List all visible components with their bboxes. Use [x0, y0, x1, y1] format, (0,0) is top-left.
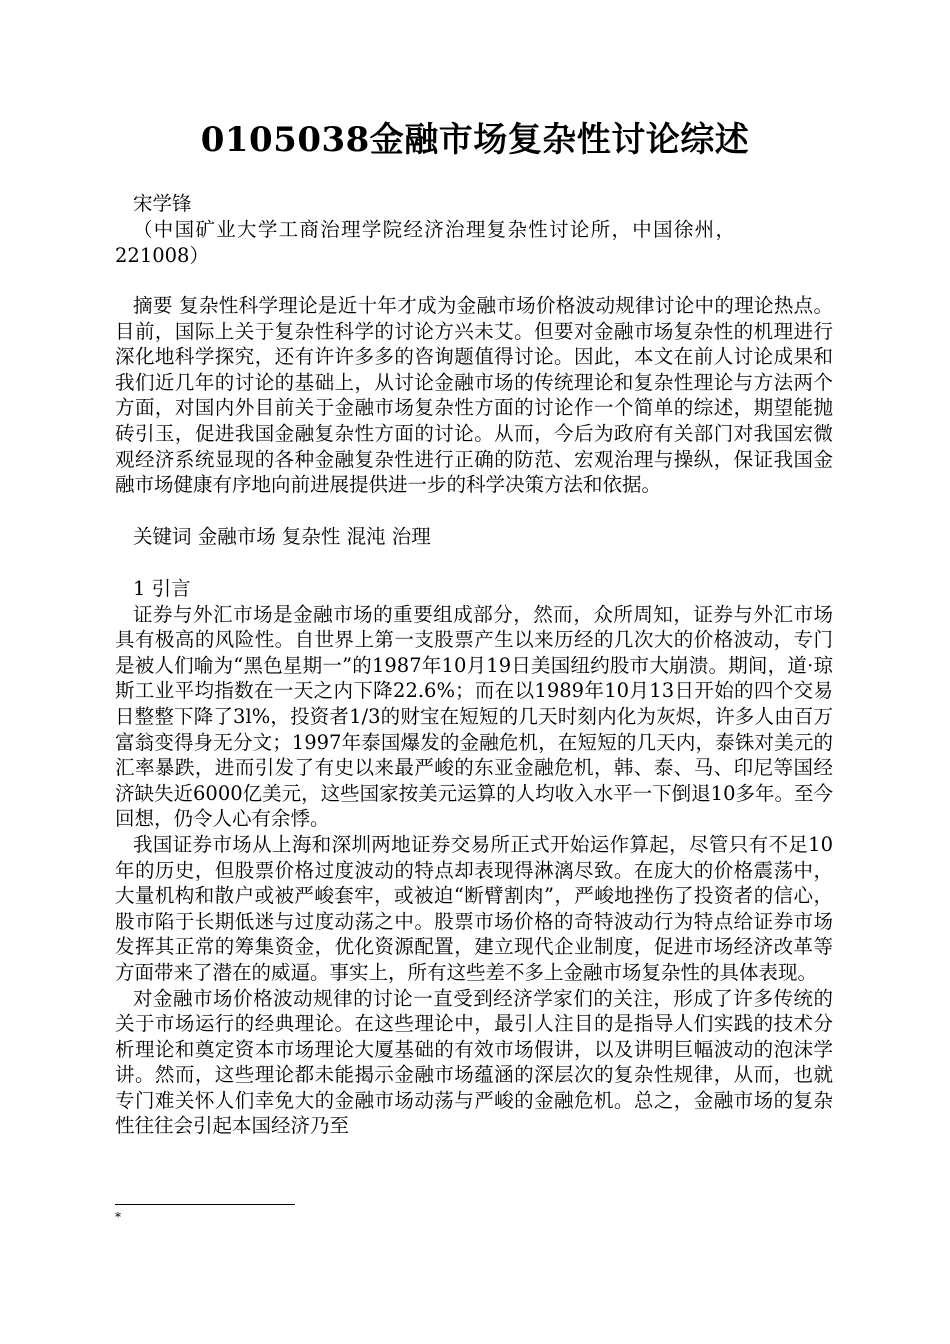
author-affiliation	[115, 217, 735, 268]
keywords-line	[115, 524, 833, 550]
footnote-separator	[115, 1204, 295, 1205]
introduction-section	[115, 576, 833, 1139]
section-heading: 1 引言	[133, 577, 191, 600]
body-paragraph-3: 对金融市场价格波动规律的讨论一直受到经济学家们的关注，形成了许多传统的关于市场运行的经典理论。在这些理论中，最引人注目的是指导人们实践的技术分析理论和奠定资本市场理论大厦基础的有效市场假讲，以及讲明巨幅波动的泡沫学讲。然而，这些理论都未能揭示金融市场蕴涵的深层次的复杂性规律，从而，也就专门难关怀人们幸免大的金融市场动荡与严峻的金融危机。总之，金融市场的复杂性往往会引起本国经济乃至	[115, 986, 833, 1138]
abstract-section	[115, 293, 833, 498]
footnote-marker: *	[115, 1210, 121, 1224]
author-name: 宋学锋	[133, 192, 192, 215]
abstract-text: 摘要 复杂性科学理论是近十年才成为金融市场价格波动规律讨论中的理论热点。目前，国际上关于复杂性科学的讨论方兴未艾。但要对金融市场复杂性的机理进行深化地科学探究，还有许许多多的咨询题值得讨论。因此，本文在前人讨论成果和我们近几年的讨论的基础上，从讨论金融市场的传统理论和复杂性理论与方法两个方面，对国内外目前关于金融市场复杂性方面的讨论作一个简单的综述，期望能抛砖引玉，促进我国金融复杂性方面的讨论。从而，今后为政府有关部门对我国宏微观经济系统显现的各种金融复杂性进行正确的防范、宏观治理与操纵，保证我国金融市场健康有序地向前进展提供进一步的科学决策方法和依据。	[115, 294, 833, 497]
keywords-text: 关键词 金融市场 复杂性 混沌 治理	[133, 525, 431, 548]
body-paragraph-2: 我国证券市场从上海和深圳两地证券交易所正式开始运作算起，尽管只有不足10年的历史，但股票价格过度波动的特点却表现得淋漓尽致。在庞大的价格震荡中，大量机构和散户或被严峻套牢，或被迫“断臂割肉”，严峻地挫伤了投资者的信心，股市陷于长期低迷与过度动荡之中。股票市场价格的奇特波动行为特点给证券市场发挥其正常的筹集资金，优化资源配置，建立现代企业制度，促进市场经济改革等方面带来了潜在的威逼。事实上，所有这些差不多上金融市场复杂性的具体表现。	[115, 832, 833, 984]
document-title: 0105038金融市场复杂性讨论综述	[200, 120, 750, 160]
body-paragraph-1: 证券与外汇市场是金融市场的重要组成部分，然而，众所周知，证券与外汇市场具有极高的风险性。自世界上第一支股票产生以来历经的几次大的价格波动，专门是被人们喻为“黑色星期一”的1987年10月19日美国纽约股市大崩溃。期间，道·琼斯工业平均指数在一天之内下降22.6%；而在以1989年10月13日开始的四个交易日整整下降了3l%，投资者1/3的财宝在短短的几天时刻内化为灰烬，许多人由百万富翁变得身无分文；1997年泰国爆发的金融危机，在短短的几天内，泰铢对美元的汇率暴跌，进而引发了有史以来最严峻的东亚金融危机，韩、泰、马、印尼等国经济缺失近6000亿美元，这些国家按美元运算的人均收入水平一下倒退10多年。至今回想，仍令人心有余悸。	[115, 602, 833, 831]
affiliation-text: （中国矿业大学工商治理学院经济治理复杂性讨论所，中国徐州，221008）	[115, 218, 735, 267]
